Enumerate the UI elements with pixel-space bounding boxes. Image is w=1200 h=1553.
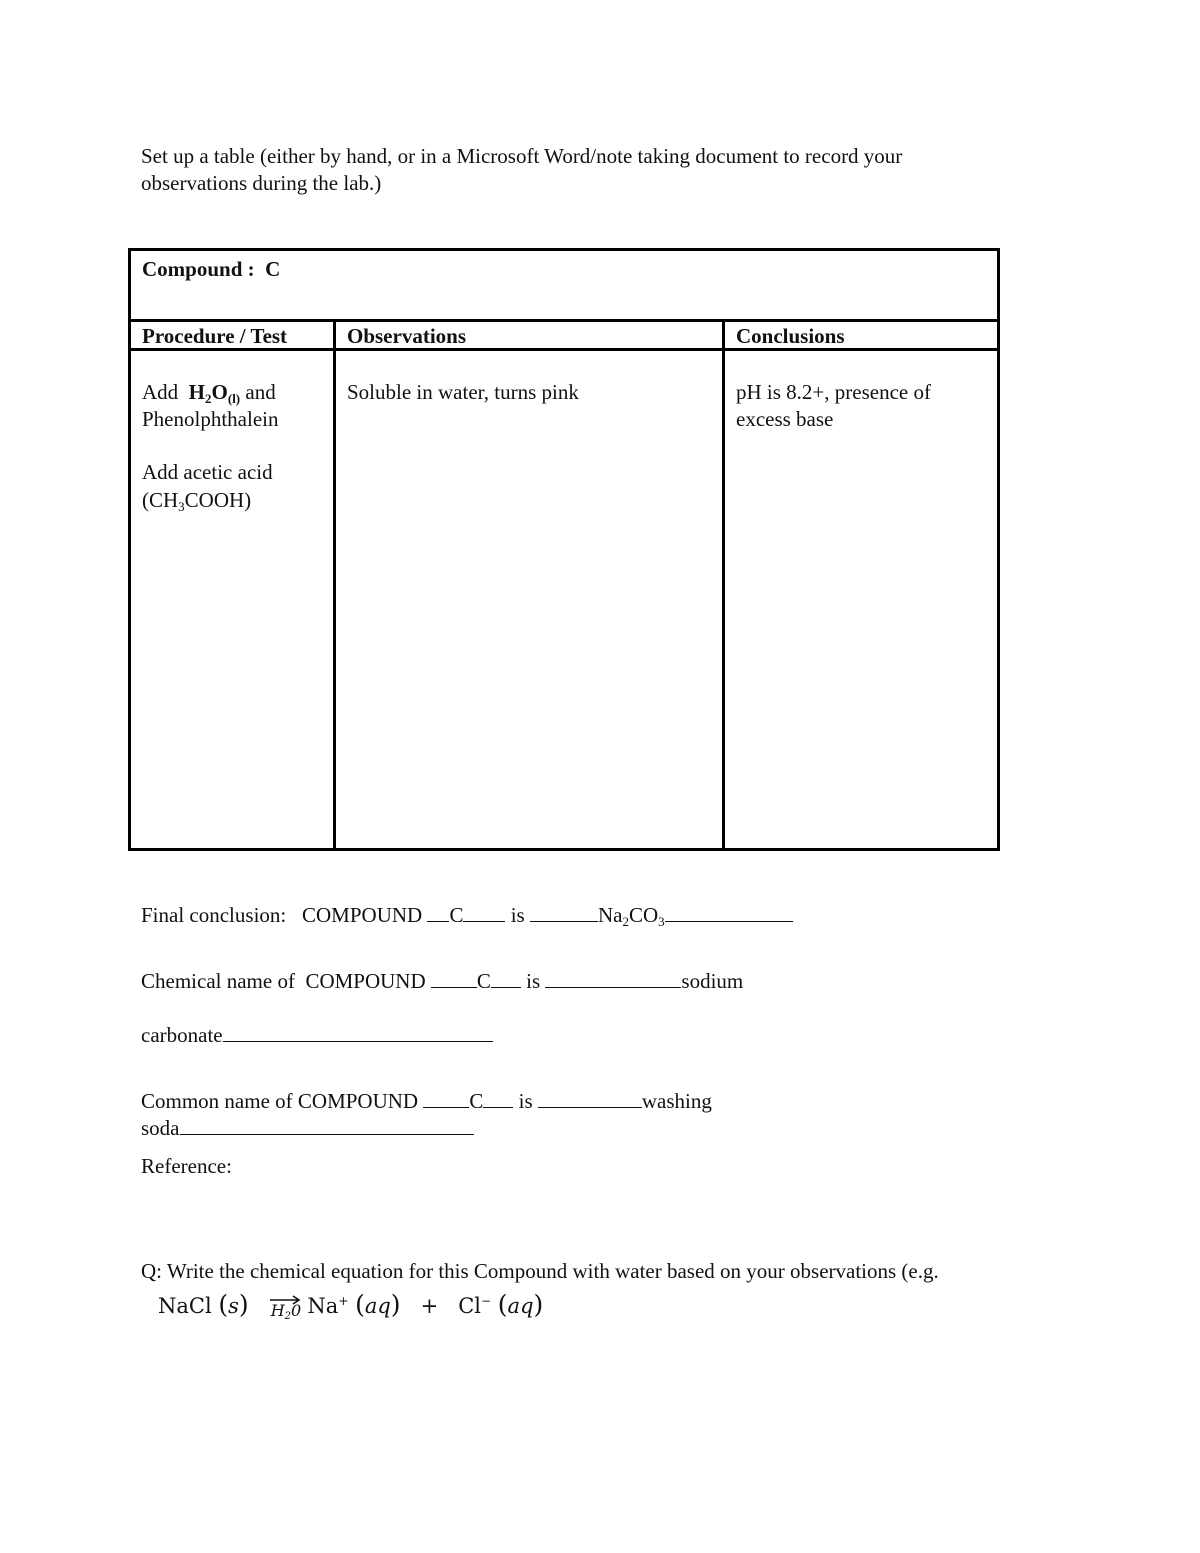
common-name-compound-value: C <box>469 1089 484 1113</box>
equation-reactant: NaCl <box>158 1294 212 1318</box>
equation-charge-2: − <box>481 1294 492 1308</box>
equation-state-aq-1: aq <box>364 1294 391 1318</box>
conclusions-line-1: pH is 8.2+, presence of <box>736 380 931 404</box>
table-divider-header <box>131 319 997 322</box>
procedure-and-word: and <box>245 380 276 404</box>
common-name-answer-2: soda <box>141 1116 180 1140</box>
procedure-step-1-line-2: Phenolphthalein <box>142 407 279 431</box>
common-name-label: Common name of <box>141 1089 293 1113</box>
compound-value: C <box>265 257 281 281</box>
chemical-name-answer-1: sodium <box>681 969 744 993</box>
question-text: Q: Write the chemical equation for this Compound with water based on your observations (e.g. <box>141 1259 939 1283</box>
example-equation: NaCl (s) $H_20$ Na+ (aq) + Cl− (aq) <box>158 1290 544 1322</box>
final-conclusion-answer: $Na_2CO_3$ <box>597 903 665 929</box>
common-name-line <box>141 1087 712 1115</box>
chemical-name-label: Chemical name of <box>141 969 295 993</box>
common-name-is: is <box>518 1089 533 1113</box>
final-conclusion-is: is <box>510 903 525 927</box>
final-conclusion-compound: COMPOUND <box>302 903 423 927</box>
equation-plus: + <box>420 1294 439 1318</box>
table-divider-col-1 <box>333 319 336 848</box>
observation-table <box>128 248 1000 851</box>
equation-state-solid: s <box>228 1294 239 1318</box>
procedure-add-word: Add <box>142 380 179 404</box>
arrow-condition: $H_20$ <box>270 1300 302 1322</box>
chemical-name-line <box>141 967 743 995</box>
final-conclusion-label: Final conclusion: <box>141 903 287 927</box>
common-name-compound: COMPOUND <box>297 1089 419 1113</box>
chemical-name-line-2 <box>141 1021 493 1049</box>
common-name-answer-1: washing <box>641 1089 712 1113</box>
equation-product-2: Cl <box>458 1294 482 1318</box>
chemical-name-is: is <box>526 969 541 993</box>
common-name-line-2 <box>141 1114 474 1142</box>
table-divider-col-2 <box>722 319 725 848</box>
final-conclusion-compound-value: C <box>449 903 464 927</box>
equation-product-1: Na <box>307 1294 339 1318</box>
equation-charge-1: + <box>338 1294 349 1308</box>
compound-label: Compound : <box>142 257 255 281</box>
chemical-name-answer-2: carbonate <box>141 1023 223 1047</box>
equation-state-aq-2: aq <box>507 1294 534 1318</box>
final-conclusion-line <box>141 901 793 929</box>
reaction-arrow <box>269 1295 301 1321</box>
reference-label: Reference: <box>141 1154 232 1178</box>
conclusions-line-2: excess base <box>736 407 834 431</box>
procedure-step-1-line-1 <box>142 379 276 406</box>
header-procedure: Procedure / Test <box>142 324 288 348</box>
chemical-name-compound-value: C <box>476 969 491 993</box>
water-formula: $H_2O_{(l)}$ <box>188 380 241 406</box>
intro-line-2: observations during the lab.) <box>141 171 382 195</box>
header-observations: Observations <box>347 324 467 348</box>
compound-title <box>142 256 280 283</box>
procedure-step-2-line-1: Add acetic acid <box>142 460 273 484</box>
chemical-name-compound: COMPOUND <box>305 969 426 993</box>
observations-cell: Soluble in water, turns pink <box>347 380 579 404</box>
intro-line-1: Set up a table (either by hand, or in a Microsoft Word/note taking document to record your <box>141 144 903 168</box>
procedure-step-2-line-2: $(CH_3COOH)$ <box>142 488 252 514</box>
header-conclusions: Conclusions <box>736 324 845 348</box>
